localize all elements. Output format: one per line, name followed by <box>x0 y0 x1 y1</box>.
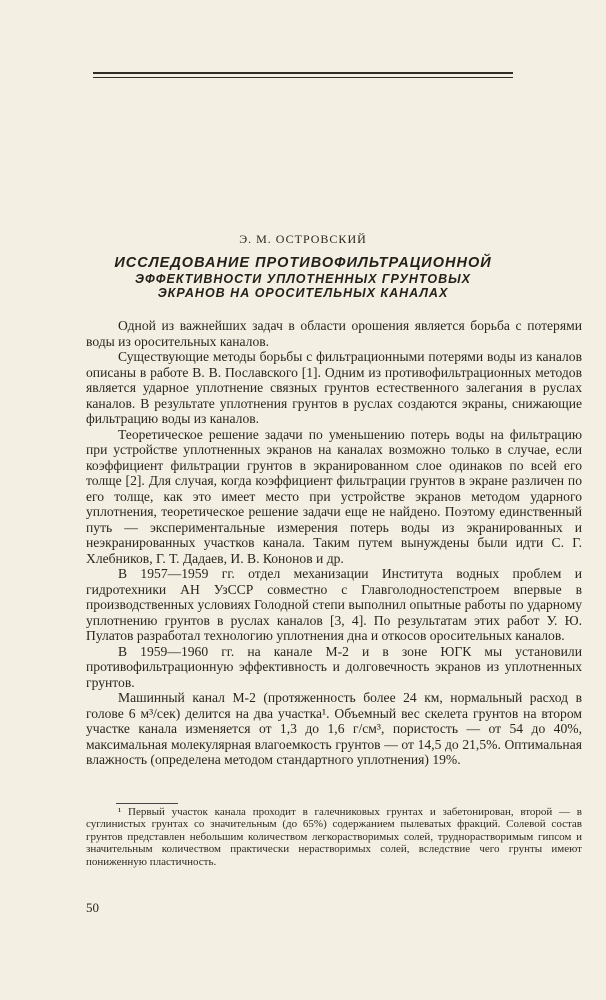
title-line-3: ЭКРАНОВ НА ОРОСИТЕЛЬНЫХ КАНАЛАХ <box>157 286 449 300</box>
header-rule-thin <box>93 77 513 78</box>
paragraph: В 1957—1959 гг. отдел механизации Института водных проблем и гидротехники АН УзССР совместно с Главголодностепстроем впервые в производственных условиях Голодной степи выполнил опытные работы по ударному уплотнению грунтов в руслах каналов [3, 4]. По результатам этих работ У. Ю. Пулатов разработал технологию уплотнения дна и откосов оросительных каналов. <box>86 566 582 643</box>
paragraph: Теоретическое решение задачи по уменьшению потерь воды на фильтрацию при устройстве уплотненных экранов на каналах возможно только в случае, если коэффициент фильтрации грунтов в экранированном слое одинаков по всей его толще [2]. Для случая, когда коэффициент фильтрации грунтов в экране различен по его толще, как это имеет место при устройстве экранов методом ударного уплотнения, теоретическое решение задачи еще не найдено. Поэтому единственный путь — экспериментальные измерения потерь воды из экранированных и неэкранированных участков канала. Таким путем вынуждены были идти С. Г. Хлебников, Г. Т. Дадаев, И. В. Кононов и др. <box>86 426 582 566</box>
footnote: ¹ Первый участок канала проходит в галечниковых грунтах и забетонирован, второй — в суглинистых грунтах со значительным (до 65%) содержанием пылеватых фракций. Солевой состав грунтов представлен небольшим количеством легкорастворимых солей, труднорастворимым гипсом и значительным количеством практически нерастворимых солей, вследствие чего грунты имеют пониженную пластичность. <box>86 806 582 868</box>
paragraph: Машинный канал М-2 (протяженность более 24 км, нормальный расход в голове 6 м³/сек) делится на два участка¹. Объемный вес скелета грунтов на втором участке канала изменяется от 1,3 до 1,6 г/см³, пористость — от 54 до 40%, максимальная молекулярная влагоемкость грунтов — от 14,5 до 21,5%. Оптимальная влажность (определена методом стандартного уплотнения) 19%. <box>86 690 582 767</box>
title-line-1: ИССЛЕДОВАНИЕ ПРОТИВОФИЛЬТРАЦИОННОЙ <box>114 255 492 271</box>
header-rule-thick <box>93 72 513 74</box>
paragraph: Существующие методы борьбы с фильтрационными потерями воды из каналов описаны в работе В. В. Пославского [1]. Одним из противофильтрационных методов является ударное уплотнение связных грунтов естественного залегания в руслах каналов. В результате уплотнения грунтов в руслах создаются экраны, снижающие фильтрацию воды из каналов. <box>86 349 582 426</box>
footnote-rule <box>116 803 178 804</box>
paragraph: Одной из важнейших задач в области орошения является борьба с потерями воды из оросительных каналов. <box>86 318 582 349</box>
page-number: 50 <box>86 900 99 915</box>
article-body <box>86 318 582 768</box>
article-author: Э. М. ОСТРОВСКИЙ <box>239 232 367 246</box>
article-title <box>0 255 606 300</box>
title-line-2: ЭФФЕКТИВНОСТИ УПЛОТНЕННЫХ ГРУНТОВЫХ <box>135 272 471 286</box>
paragraph: В 1959—1960 гг. на канале М-2 и в зоне ЮГК мы установили противофильтрационную эффективность и долговечность экранов из уплотненных грунтов. <box>86 643 582 690</box>
